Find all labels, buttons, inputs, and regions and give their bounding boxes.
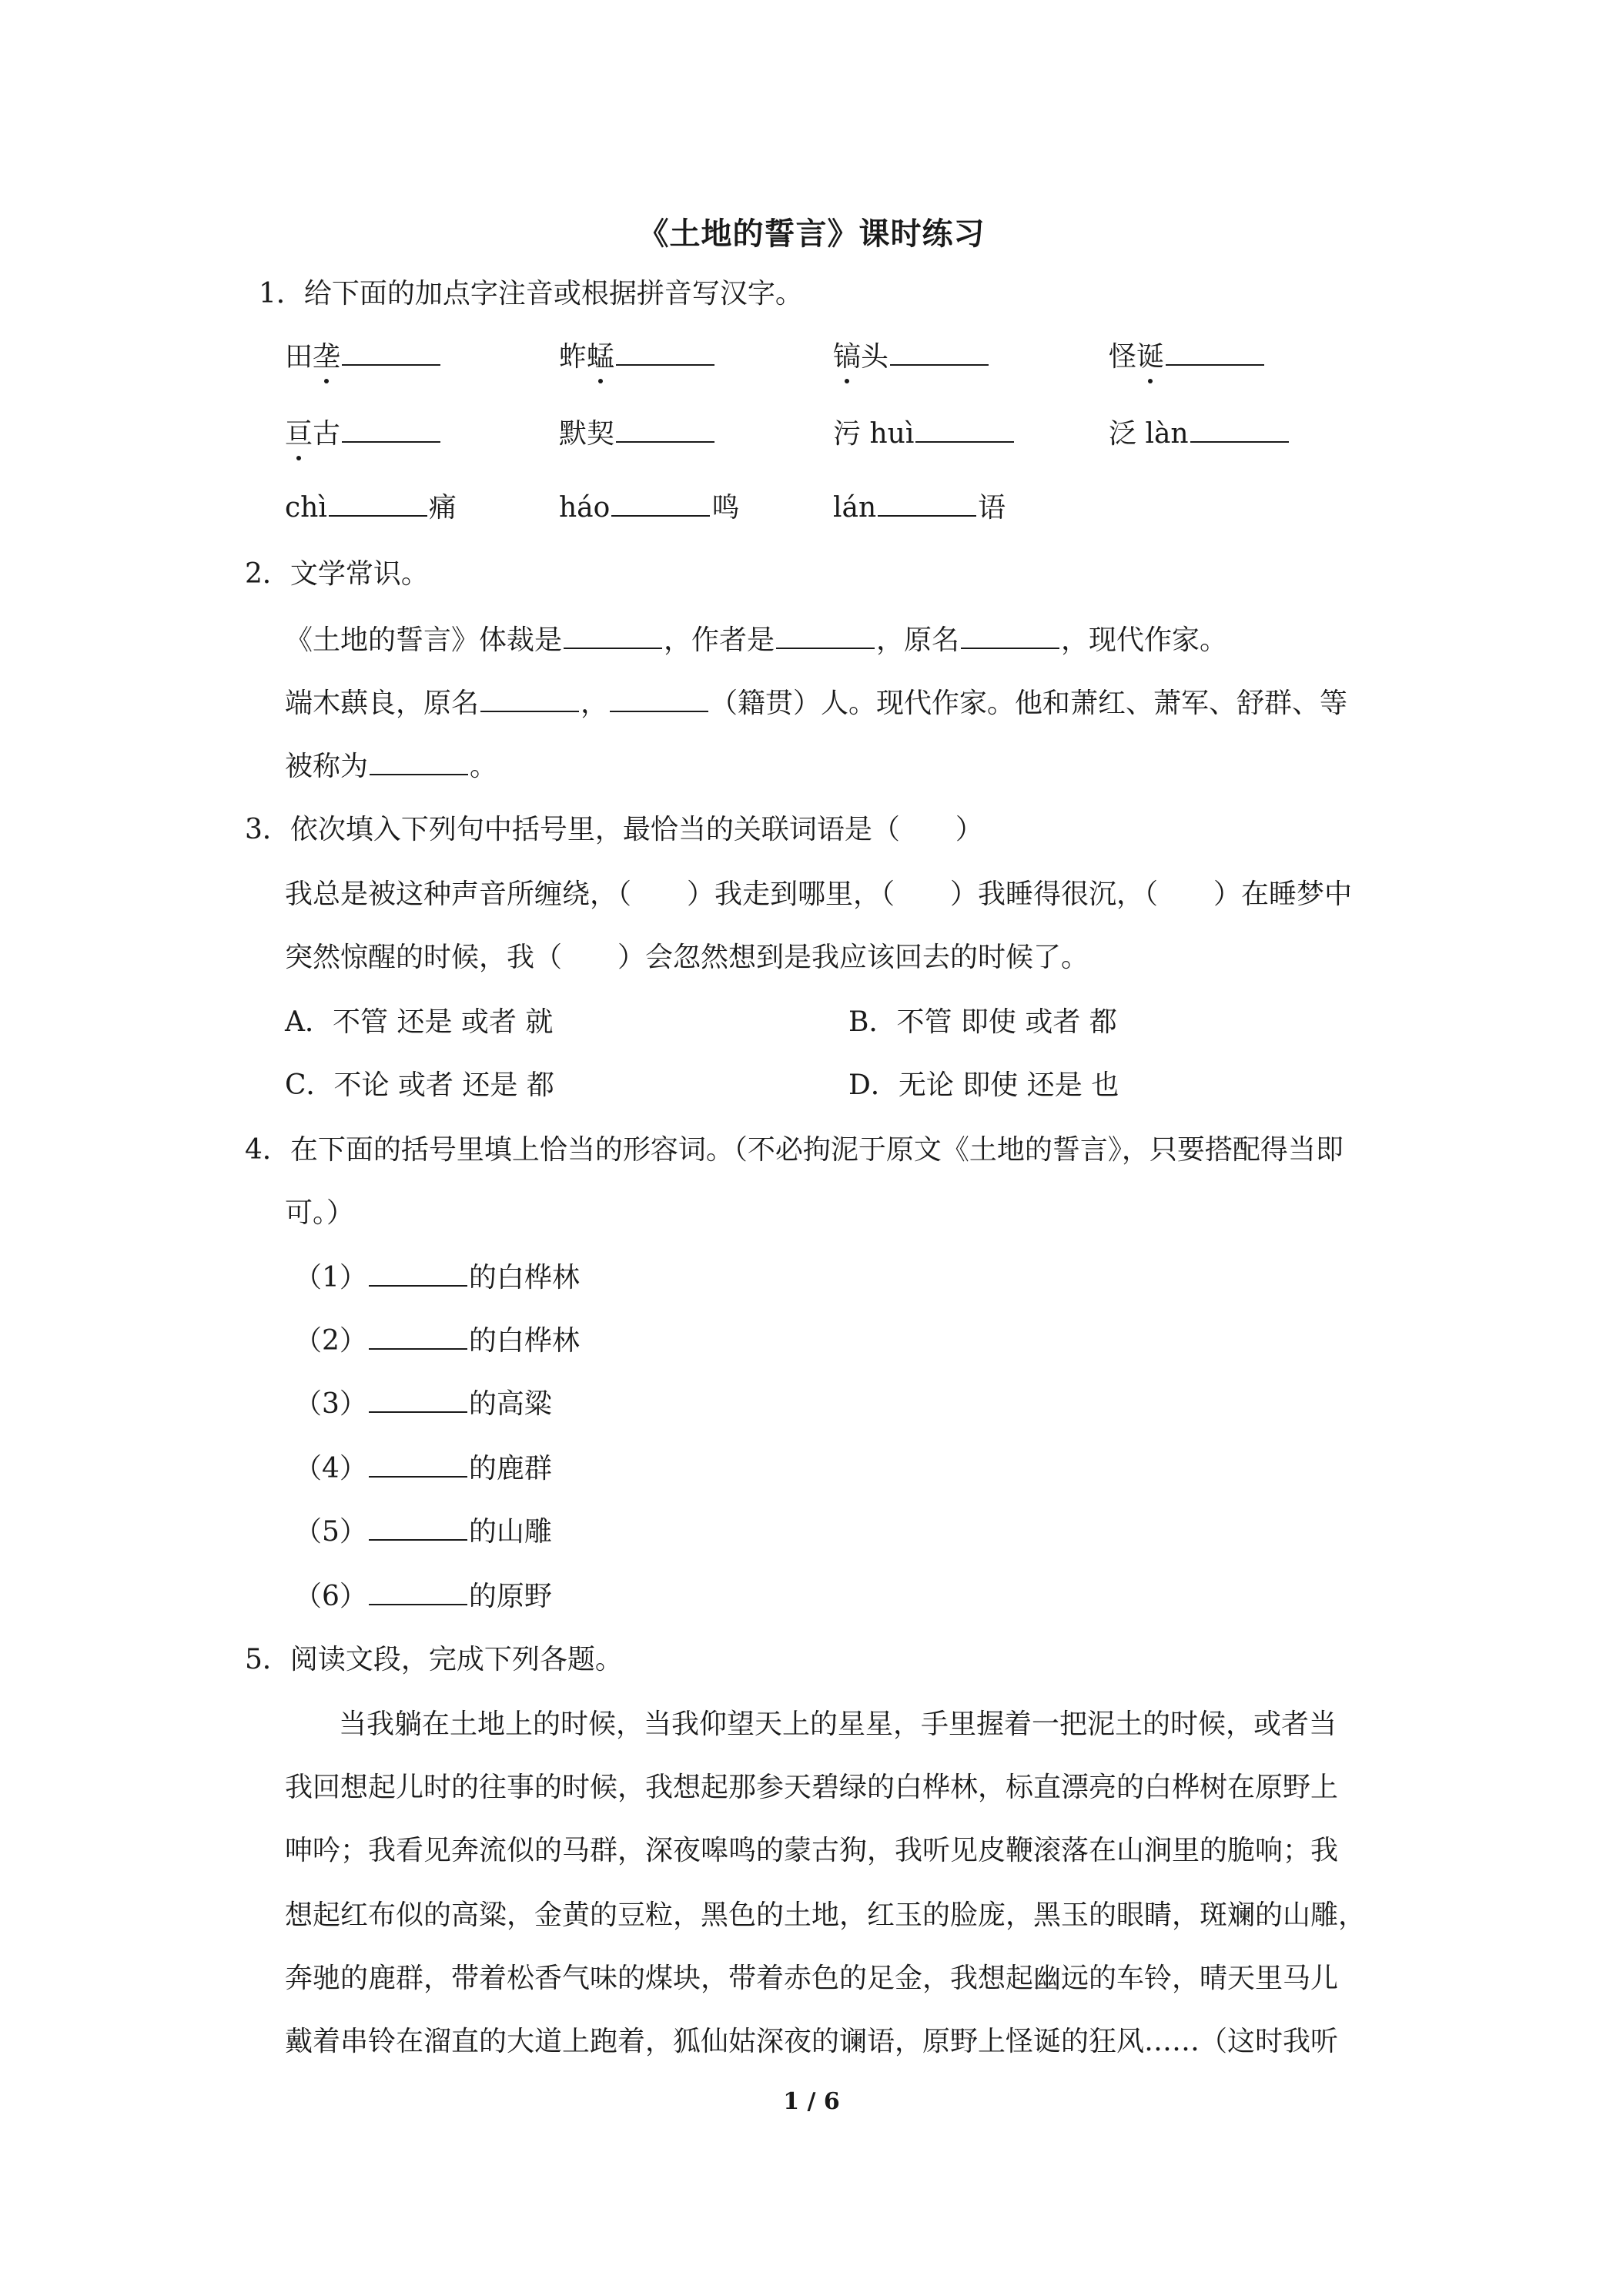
dotted-char: 诞	[1136, 339, 1164, 376]
answer-blank[interactable]	[369, 1453, 467, 1478]
q5-stem: 5．阅读文段，完成下列各题。	[245, 1644, 623, 1675]
q1-item: 蚱蜢	[559, 339, 716, 376]
q3-option-d[interactable]: D．无论 即使 还是 也	[848, 1069, 1119, 1101]
answer-blank[interactable]	[369, 1388, 467, 1413]
q1-item: 泛 làn	[1109, 416, 1290, 453]
q4-item: （5） 的山雕	[294, 1516, 552, 1548]
answer-blank[interactable]	[1190, 418, 1289, 443]
passage-line: 呻吟；我看见奔流似的马群，深夜嗥鸣的蒙古狗，我听见皮鞭滚落在山涧里的脆响；我	[285, 1835, 1339, 1866]
answer-blank[interactable]	[369, 1516, 467, 1541]
q1-item: 田垄	[285, 339, 442, 376]
passage-line: 当我躺在土地上的时候，当我仰望天上的星星，手里握着一把泥土的时候，或者当	[339, 1709, 1337, 1740]
page-title: 《土地的誓言》课时练习	[637, 216, 986, 252]
q1-item: 镐头	[833, 339, 990, 376]
q4-item: （2） 的白桦林	[294, 1325, 580, 1357]
q1-stem: 1．给下面的加点字注音或根据拼音写汉字。	[259, 278, 803, 310]
answer-blank[interactable]	[342, 341, 440, 366]
q1-item: háo 鸣	[559, 492, 740, 524]
q4-item: （3） 的高粱	[294, 1388, 552, 1420]
answer-blank[interactable]	[369, 1325, 467, 1350]
answer-blank[interactable]	[616, 418, 714, 443]
answer-blank[interactable]	[369, 1581, 467, 1605]
q3-line: 我总是被这种声音所缠绕，（ ）我走到哪里，（ ）我睡得很沉，（ ）在睡梦中	[285, 879, 1353, 910]
page-number: 1 / 6	[783, 2088, 840, 2115]
q4-item: （1） 的白桦林	[294, 1262, 580, 1294]
answer-blank[interactable]	[480, 688, 579, 712]
q2-line: 《土地的誓言》体裁是 ，作者是 ，原名 ，现代作家。	[285, 624, 1228, 656]
passage-line: 想起红布似的高粱，金黄的豆粒，黑色的土地，红玉的脸庞，黑玉的眼睛，斑斓的山雕，	[285, 1899, 1367, 1931]
q1-item: 默契	[559, 416, 716, 453]
answer-blank[interactable]	[611, 492, 710, 517]
answer-blank[interactable]	[342, 418, 440, 443]
q3-stem: 3．依次填入下列句中括号里，最恰当的关联词语是（ ）	[245, 814, 983, 845]
q2-line: 端木蕻良，原名 ， （籍贯）人。现代作家。他和萧红、萧军、舒群、等	[285, 688, 1348, 719]
q3-option-c[interactable]: C．不论 或者 还是 都	[285, 1069, 554, 1101]
q4-stem: 4．在下面的括号里填上恰当的形容词。（不必拘泥于原文《土地的誓言》，只要搭配得当即	[245, 1134, 1344, 1166]
answer-blank[interactable]	[915, 418, 1014, 443]
q4-item: （6） 的原野	[294, 1581, 552, 1612]
dotted-char: 垄	[313, 339, 340, 376]
q4-stem: 可。）	[285, 1197, 355, 1229]
answer-blank[interactable]	[564, 624, 662, 649]
answer-blank[interactable]	[890, 341, 989, 366]
dotted-char: 亘	[285, 416, 313, 453]
q1-item: 污 huì	[833, 416, 1016, 453]
passage-line: 奔驰的鹿群，带着松香气味的煤块，带着赤色的足金，我想起幽远的车铃，晴天里马儿	[285, 1963, 1339, 1994]
q3-option-b[interactable]: B．不管 即使 或者 都	[848, 1006, 1117, 1038]
answer-blank[interactable]	[329, 492, 427, 517]
q4-item: （4） 的鹿群	[294, 1453, 552, 1484]
q1-item: 怪诞	[1109, 339, 1266, 376]
q1-item: 亘古	[285, 416, 442, 453]
answer-blank[interactable]	[369, 1262, 467, 1287]
q2-line: 被称为 。	[285, 751, 498, 782]
q2-stem: 2．文学常识。	[245, 558, 429, 590]
q1-item: lán 语	[833, 492, 1006, 524]
dotted-char: 蜢	[587, 339, 614, 376]
answer-blank[interactable]	[776, 624, 875, 649]
q3-option-a[interactable]: A．不管 还是 或者 就	[285, 1006, 554, 1038]
answer-blank[interactable]	[878, 492, 976, 517]
answer-blank[interactable]	[1166, 341, 1264, 366]
q3-line: 突然惊醒的时候，我（ ）会忽然想到是我应该回去的时候了。	[285, 942, 1089, 973]
answer-blank[interactable]	[610, 688, 708, 712]
passage-line: 我回想起儿时的往事的时候，我想起那参天碧绿的白桦林，标直漂亮的白桦树在原野上	[285, 1772, 1339, 1803]
answer-blank[interactable]	[961, 624, 1059, 649]
passage-line: 戴着串铃在溜直的大道上跑着，狐仙姑深夜的谰语，原野上怪诞的狂风……（这时我听	[285, 2026, 1339, 2057]
q1-item: chì 痛	[285, 492, 457, 524]
answer-blank[interactable]	[370, 751, 468, 775]
dotted-char: 镐	[833, 339, 861, 376]
answer-blank[interactable]	[616, 341, 714, 366]
